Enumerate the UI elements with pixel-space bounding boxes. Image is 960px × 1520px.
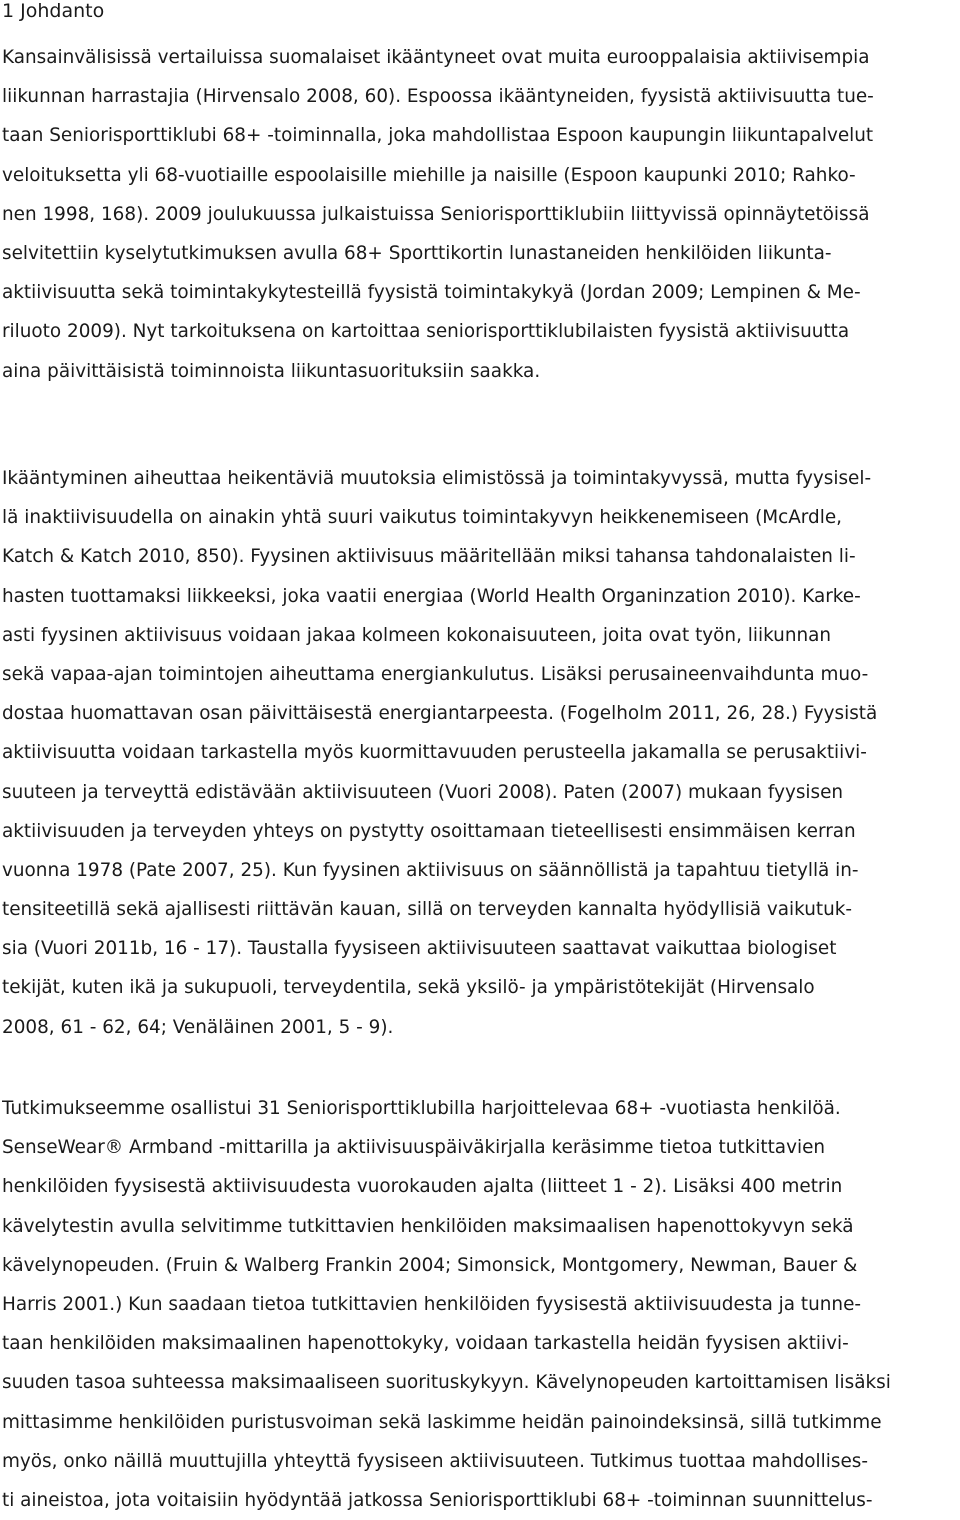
text-line: aina päivittäisistä toiminnoista liikuntasuorituksiin saakka. (2, 360, 541, 382)
paragraph-study (2, 1089, 958, 1520)
text-line: Ikääntyminen aiheuttaa heikentäviä muutoksia elimistössä ja toimintakyvyssä, mutta fyysisel- (2, 468, 872, 489)
text-line: Harris 2001.) Kun saadaan tietoa tutkittavien henkilöiden fyysisestä aktiivisuudesta ja tunne- (2, 1293, 862, 1315)
text-line: Tutkimukseemme osallistui 31 Seniorisporttiklubilla harjoittelevaa 68+ -vuotiasta henkilöä. (2, 1098, 841, 1119)
text-line: suuteen ja terveyttä edistävään aktiivisuuteen (Vuori 2008). Paten (2007) mukaan fyysisen (2, 781, 844, 803)
text-line: myös, onko näillä muuttujilla yhteyttä fyysiseen aktiivisuuteen. Tutkimus tuottaa mahdollises- (2, 1450, 868, 1472)
text-line: hasten tuottamaksi liikkeeksi, joka vaatii energiaa (World Health Organinzation 2010). Karke- (2, 585, 861, 607)
text-line: henkilöiden fyysisestä aktiivisuudesta vuorokauden ajalta (liitteet 1 - 2). Lisäksi 400 metrin (2, 1176, 843, 1198)
text-line: mittasimme henkilöiden puristusvoiman sekä laskimme heidän painoindeksinsä, sillä tutkimme (2, 1411, 882, 1433)
text-line: sia (Vuori 2011b, 16 - 17). Taustalla fyysiseen aktiivisuuteen saattavat vaikuttaa biologiset (2, 938, 837, 960)
text-line: liikunnan harrastajia (Hirvensalo 2008, 60). Espoossa ikääntyneiden, fyysistä aktiivisuutta tue- (2, 86, 874, 108)
text-line: kävelynopeuden. (Fruin & Walberg Frankin 2004; Simonsick, Montgomery, Newman, Bauer & (2, 1254, 858, 1276)
text-line: Katch & Katch 2010, 850). Fyysinen aktiivisuus määritellään miksi tahansa tahdonalaisten li- (2, 546, 856, 568)
paragraph-aging (2, 459, 958, 1047)
text-line: suuden tasoa suhteessa maksimaaliseen suorituskykyyn. Kävelynopeuden kartoittamisen lisäksi (2, 1372, 891, 1394)
text-line: aktiivisuuden ja terveyden yhteys on pystytty osoittamaan tieteellisesti ensimmäisen kerran (2, 820, 856, 842)
text-line: SenseWear® Armband -mittarilla ja aktiivisuuspäiväkirjalla keräsimme tietoa tutkittavien (2, 1137, 826, 1159)
text-line: lä inaktiivisuudella on ainakin yhtä suuri vaikutus toimintakyvyn heikkenemiseen (McArdle, (2, 507, 842, 529)
chapter-heading: 1 Johdanto (2, 0, 105, 22)
text-line: nen 1998, 168). 2009 joulukuussa julkaistuissa Seniorisporttiklubiin liittyvissä opinnäytetöissä (2, 203, 870, 225)
text-line: aktiivisuutta voidaan tarkastella myös kuormittavuuden perusteella jakamalla se perusaktiivi- (2, 742, 867, 764)
text-line: ti aineistoa, jota voitaisiin hyödyntää jatkossa Seniorisporttiklubi 68+ -toiminnan suunnittelus- (2, 1489, 873, 1511)
text-line: asti fyysinen aktiivisuus voidaan jakaa kolmeen kokonaisuuteen, joita ovat työn, liikunnan (2, 624, 832, 646)
text-line: kävelytestin avulla selvitimme tutkittavien henkilöiden maksimaalisen hapenottokyvyn sekä (2, 1215, 854, 1237)
text-line: taan henkilöiden maksimaalinen hapenottokyky, voidaan tarkastella heidän fyysisen aktiivi- (2, 1333, 849, 1355)
paragraph-intro (2, 38, 958, 391)
text-line: tensiteetillä sekä ajallisesti riittävän kauan, sillä on terveyden kannalta hyödyllisiä vaikutuk- (2, 899, 853, 921)
text-line: tekijät, kuten ikä ja sukupuoli, terveydentila, sekä yksilö- ja ympäristötekijät (Hirvensalo (2, 977, 815, 999)
text-line: dostaa huomattavan osan päivittäisestä energiantarpeesta. (Fogelholm 2011, 26, 28.) Fyysistä (2, 703, 878, 725)
text-line: aktiivisuutta sekä toimintakykytesteillä fyysistä toimintakykyä (Jordan 2009; Lempinen & Me- (2, 282, 861, 304)
text-line: taan Seniorisporttiklubi 68+ -toiminnalla, joka mahdollistaa Espoon kaupungin liikuntapalvelut (2, 125, 874, 147)
text-line: veloituksetta yli 68-vuotiaille espoolaisille miehille ja naisille (Espoon kaupunki 2010; Rahko- (2, 164, 856, 186)
text-line: Kansainvälisissä vertailuissa suomalaiset ikääntyneet ovat muita eurooppalaisia aktiivisempia (2, 47, 870, 68)
text-line: riluoto 2009). Nyt tarkoituksena on kartoittaa seniorisporttiklubilaisten fyysistä aktiivisuutta (2, 321, 850, 343)
text-line: 2008, 61 - 62, 64; Venäläinen 2001, 5 - 9). (2, 1016, 394, 1038)
text-line: sekä vapaa-ajan toimintojen aiheuttama energiankulutus. Lisäksi perusaineenvaihdunta muo- (2, 663, 869, 685)
text-line: selvitettiin kyselytutkimuksen avulla 68+ Sporttikortin lunastaneiden henkilöiden liikunta- (2, 242, 832, 264)
text-line: vuonna 1978 (Pate 2007, 25). Kun fyysinen aktiivisuus on säännöllistä ja tapahtuu tietyllä in- (2, 859, 859, 881)
